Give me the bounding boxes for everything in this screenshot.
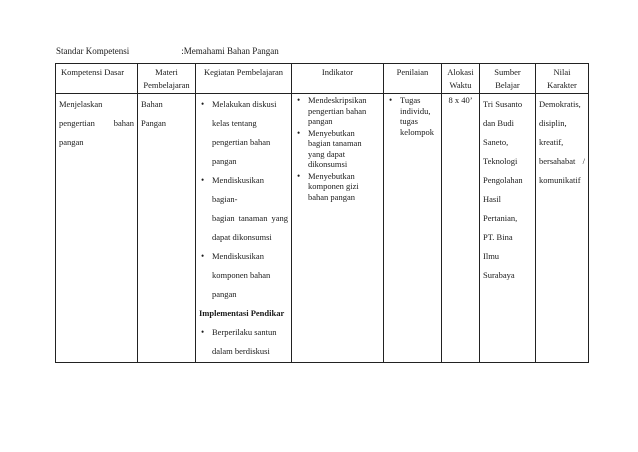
penilaian-list: [387, 95, 438, 137]
header-penilaian: Penilaian: [384, 64, 442, 94]
cell-karakter: Demokratis, disiplin, kreatif, bersahabat / komunikatif: [536, 94, 589, 363]
list-item: • Tugas individu, tugas kelompok: [387, 95, 438, 137]
kegiatan-list: [199, 95, 288, 304]
cell-line: pengertian bahan: [59, 118, 134, 128]
list-item: • Menyebutkan komponen gizi bahan pangan: [295, 171, 380, 203]
list-item: • Mendeskripsikan pengertian bahan pangan: [295, 95, 380, 127]
header-materi: Materi Pembelajaran: [138, 64, 196, 94]
header-kompetensi-dasar: Kompetensi Dasar: [56, 64, 138, 94]
header-kegiatan: Kegiatan Pembelajaran: [196, 64, 292, 94]
table-row: [56, 94, 589, 363]
cell-indikator: [292, 94, 384, 363]
header-sumber: Sumber Belajar: [480, 64, 536, 94]
cell-line: Bahan: [141, 99, 163, 109]
header-indikator: Indikator: [292, 64, 384, 94]
cell-kompetensi-dasar: [56, 94, 138, 363]
header-alokasi: Alokasi Waktu: [442, 64, 480, 94]
cell-materi: [138, 94, 196, 363]
list-item: • Mendiskusikan bagian- bagian tanaman yang dapat dikonsumsi: [199, 171, 288, 247]
standard-competency-value: Memahami Bahan Pangan: [183, 46, 279, 56]
cell-line: Pangan: [141, 118, 167, 128]
heading-separator: :: [181, 46, 184, 56]
standard-competency-label: Standar Kompetensi: [56, 46, 130, 56]
list-item: • Menyebutkan bagian tanaman yang dapat dikonsumsi: [295, 128, 380, 170]
cell-line: Menjelaskan: [59, 99, 103, 109]
list-item: • Mendiskusikan komponen bahan pangan: [199, 247, 288, 304]
implementasi-title: Implementasi Pendikar: [199, 308, 285, 318]
indikator-list: [295, 95, 380, 202]
header-karakter: Nilai Karakter: [536, 64, 589, 94]
implementasi-list: [199, 323, 288, 361]
cell-line: pangan: [59, 137, 84, 147]
list-item: • Melakukan diskusi kelas tentang pengertian bahan pangan: [199, 95, 288, 171]
cell-kegiatan: [196, 94, 292, 363]
standard-competency-heading: [56, 46, 279, 56]
cell-sumber: Tri Susanto dan Budi Saneto, Teknologi Pengolahan Hasil Pertanian, PT. Bina Ilmu Surabaya: [480, 94, 536, 363]
syllabus-table: [55, 63, 589, 363]
list-item: • Berperilaku santun dalam berdiskusi: [199, 323, 288, 361]
cell-alokasi: 8 x 40’: [442, 94, 480, 363]
cell-penilaian: [384, 94, 442, 363]
table-header-row: [56, 64, 589, 94]
